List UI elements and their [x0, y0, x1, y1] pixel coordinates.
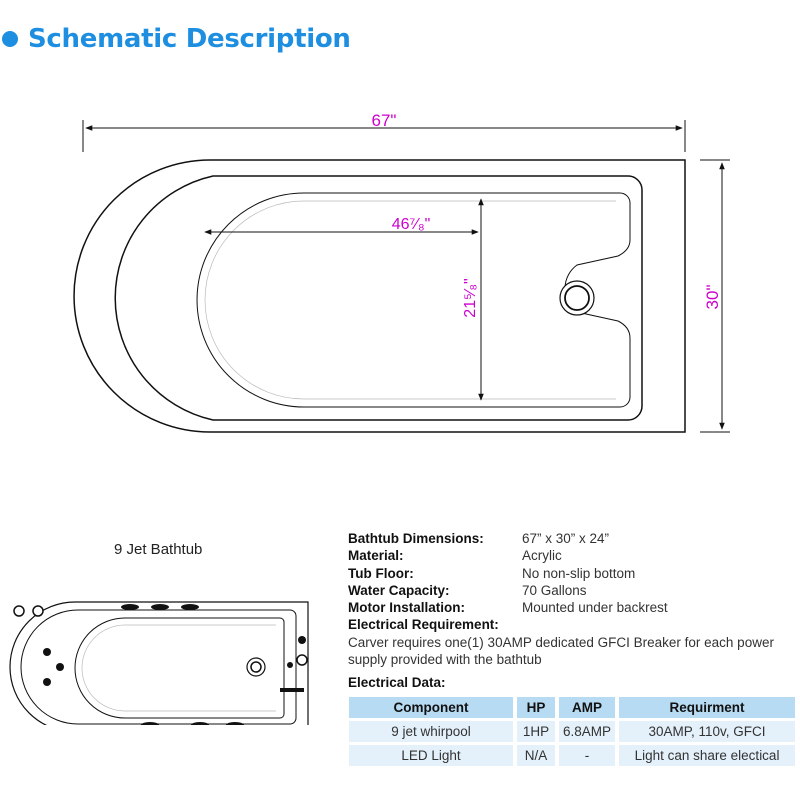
jet-icon	[151, 604, 169, 610]
table-cell: -	[559, 745, 615, 766]
spec-value: No non-slip bottom	[522, 565, 636, 581]
spec-row-dimensions	[348, 530, 798, 547]
electrical-data-label: Electrical Data:	[348, 675, 446, 690]
spec-row-water-capacity	[348, 582, 798, 599]
jet-icon	[43, 678, 51, 686]
faucet-valve-icon	[287, 662, 293, 668]
spout-icon	[280, 688, 304, 692]
spec-row-motor-installation	[348, 599, 798, 616]
table-cell: LED Light	[349, 745, 513, 766]
table-row	[349, 745, 795, 766]
mini-diagram-title: 9 Jet Bathtub	[114, 541, 203, 558]
jet-icon	[121, 604, 139, 610]
table-cell: 9 jet whirpool	[349, 721, 513, 742]
table-cell: 30AMP, 110v, GFCI	[619, 721, 795, 742]
electrical-data-table	[345, 694, 799, 769]
inner-length-label: 46⁷⁄₈"	[391, 216, 431, 233]
column-header: AMP	[559, 697, 615, 718]
electrical-requirement-text: Carver requires one(1) 30AMP dedicated GFCI Breaker for each power supply provided with the bathtub	[348, 634, 774, 668]
control-knob-icon	[14, 606, 24, 616]
table-cell: Light can share electical	[619, 745, 795, 766]
table-row	[349, 721, 795, 742]
column-header: Requirment	[619, 697, 795, 718]
page-title: Schematic Description	[28, 24, 351, 54]
faucet-icon	[298, 636, 306, 644]
table-cell: 1HP	[517, 721, 555, 742]
specifications-list	[348, 530, 798, 668]
control-knob-icon	[33, 606, 43, 616]
table-header-row	[349, 697, 795, 718]
table-cell: 6.8AMP	[559, 721, 615, 742]
spec-label: Motor Installation:	[348, 600, 465, 616]
spec-label: Material:	[348, 548, 404, 564]
electrical-requirement-label: Electrical Requirement:	[348, 617, 499, 633]
jet-icon	[181, 604, 199, 610]
width-dimension-label: 30"	[703, 284, 722, 310]
spec-label: Bathtub Dimensions:	[348, 531, 484, 546]
spec-row-tub-floor	[348, 565, 798, 582]
spec-value: 70 Gallons	[522, 582, 587, 598]
length-dimension-label: 67"	[371, 111, 397, 130]
jet-layout-diagram	[0, 590, 330, 725]
jet-icon	[56, 663, 64, 671]
column-header: Component	[349, 697, 513, 718]
spec-row-material	[348, 547, 798, 564]
drain-inner-ring	[565, 286, 589, 310]
mini-drain-inner	[251, 662, 261, 672]
inner-width-label: 21⁵⁄₈"	[462, 278, 479, 318]
spec-label: Water Capacity:	[348, 582, 450, 598]
spec-value: 67” x 30” x 24”	[522, 531, 610, 546]
column-header: HP	[517, 697, 555, 718]
spec-label: Tub Floor:	[348, 565, 414, 581]
spec-value: Mounted under backrest	[522, 600, 668, 616]
table-cell: N/A	[517, 745, 555, 766]
jet-icon	[43, 648, 51, 656]
spec-value: Acrylic	[522, 548, 562, 564]
faucet-handle-icon	[297, 655, 307, 665]
